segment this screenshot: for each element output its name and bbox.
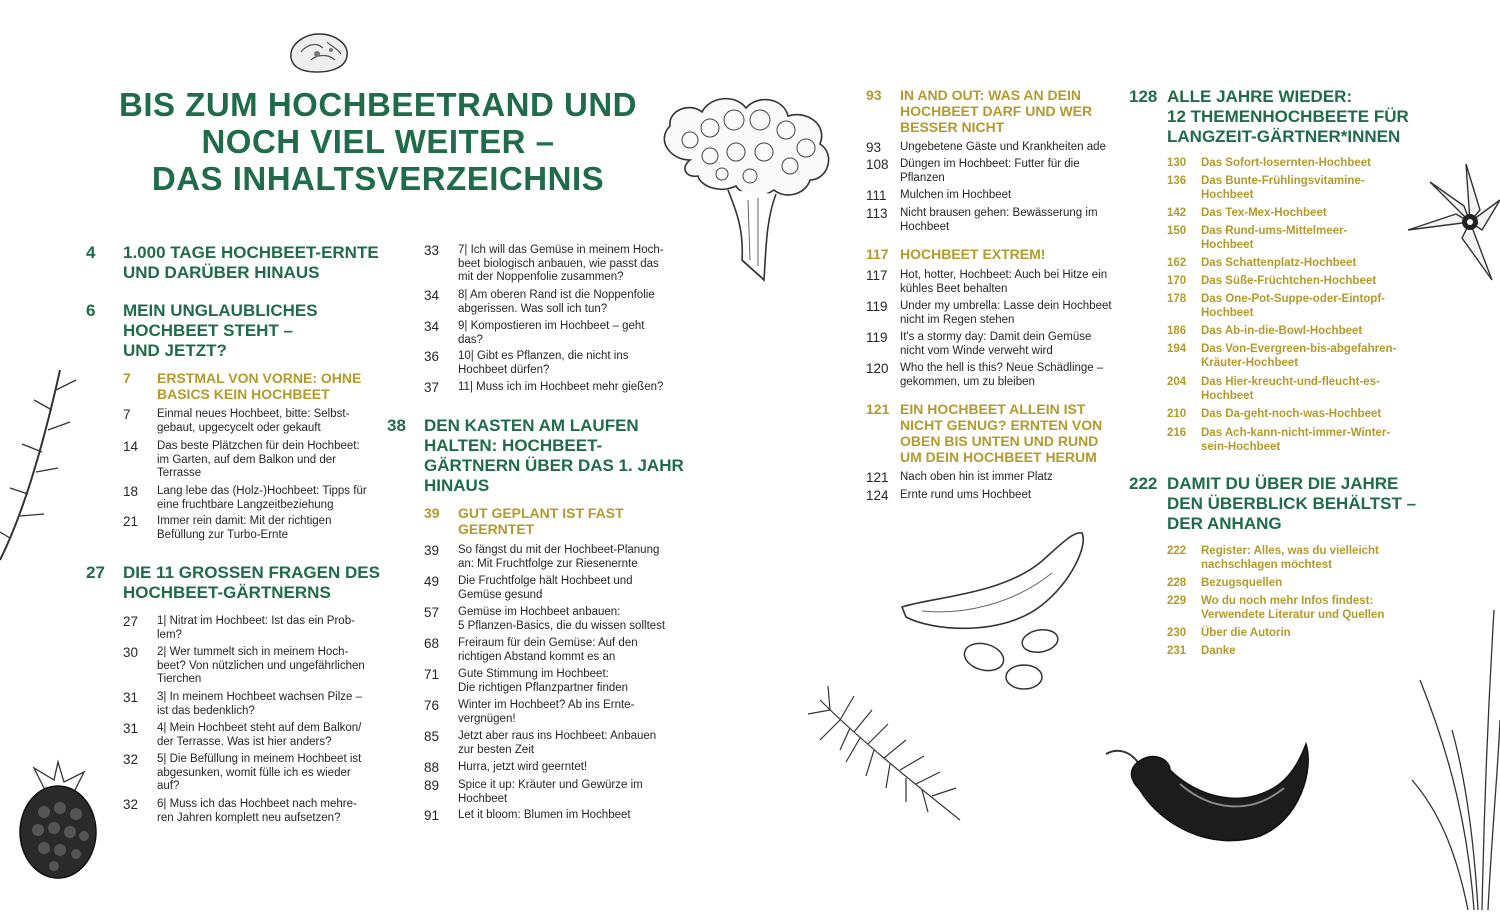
entry-text: Hurra, jetzt wird geerntet!	[458, 761, 588, 773]
toc-entry[interactable]	[123, 798, 357, 825]
entry-text: 5| Die Befüllung in meinem Hochbeet ist	[157, 753, 362, 765]
section-title: DEN KASTEN AM LAUFEN	[424, 416, 639, 435]
title-line: BIS ZUM HOCHBEETRAND UND	[119, 86, 637, 123]
subsection-title: IN AND OUT: WAS AN DEIN	[900, 87, 1081, 103]
entry-text: Hot, hotter, Hochbeet: Auch bei Hitze ein	[900, 269, 1108, 281]
toc-entry[interactable]	[866, 331, 1091, 358]
chili-pepper-icon	[1100, 740, 1315, 860]
toc-entry[interactable]	[424, 699, 634, 726]
entry-page-number: 27	[123, 614, 139, 629]
entry-text: It's a stormy day: Damit dein Gemüse	[900, 331, 1092, 343]
entry-page-number: 21	[123, 514, 139, 529]
entry-text: beet? Von nützlichen und ungefährlichen	[157, 659, 365, 672]
entry-text: Das Ach-kann-nicht-immer-Winter-	[1201, 427, 1391, 439]
entry-page-number: 31	[123, 690, 139, 705]
entry-text: Das Tex-Mex-Hochbeet	[1201, 207, 1327, 219]
toc-entry[interactable]	[1167, 324, 1362, 338]
entry-text: eine fruchtbare Langzeitbeziehung	[157, 498, 334, 511]
toc-entry[interactable]	[866, 471, 1053, 485]
entry-page-number: 49	[424, 574, 440, 589]
entry-page-number: 230	[1167, 627, 1187, 639]
entry-text: gekommen, um zu bleiben	[900, 375, 1035, 388]
entry-text: Nicht brausen gehen: Bewässerung im	[900, 207, 1098, 219]
toc-subsection[interactable]	[866, 401, 1102, 465]
bean-pod-icon	[892, 525, 1092, 700]
section-page-number: 38	[387, 416, 406, 435]
entry-text: Hochbeet dürfen?	[458, 363, 550, 376]
entry-text: Gemüse gesund	[458, 588, 543, 601]
toc-section[interactable]	[387, 416, 684, 496]
toc-entry[interactable]	[1167, 626, 1291, 640]
toc-entry[interactable]	[123, 440, 360, 481]
toc-entry[interactable]	[424, 244, 664, 285]
entry-text: das?	[458, 333, 483, 346]
walnut-icon	[287, 30, 351, 74]
entry-text: Hochbeet	[1201, 189, 1254, 201]
section-title: HOCHBEET STEHT –	[123, 321, 294, 340]
toc-entry[interactable]	[424, 761, 587, 775]
toc-entry[interactable]	[424, 575, 633, 602]
entry-page-number: 142	[1167, 207, 1187, 219]
entry-page-number: 32	[123, 752, 139, 767]
entry-page-number: 108	[866, 157, 889, 172]
entry-text: Tierchen	[157, 673, 202, 685]
entry-page-number: 162	[1167, 257, 1187, 269]
entry-text: Das beste Plätzchen für dein Hochbeet:	[157, 440, 360, 452]
entry-text: nicht im Regen stehen	[900, 313, 1015, 326]
entry-text: richtigen Abstand kommt es an	[458, 650, 616, 663]
entry-page-number: 170	[1167, 275, 1187, 287]
entry-page-number: 34	[424, 288, 440, 303]
entry-page-number: 117	[866, 268, 888, 283]
entry-page-number: 210	[1167, 408, 1187, 420]
toc-entry[interactable]	[1167, 544, 1379, 572]
toc-subsection[interactable]	[866, 87, 1092, 135]
subsection-title: NICHT GENUG? ERNTEN VON	[900, 417, 1103, 433]
section-page-number: 6	[86, 301, 96, 320]
toc-entry[interactable]	[1167, 156, 1371, 170]
toc-entry[interactable]	[866, 158, 1080, 185]
entry-text: im Garten, auf dem Balkon und der	[157, 453, 336, 466]
entry-page-number: 119	[866, 330, 888, 345]
section-title: DIE 11 GROSSEN FRAGEN DES	[123, 563, 380, 582]
entry-text: Hochbeet	[1201, 390, 1254, 402]
entry-text: Düngen im Hochbeet: Futter für die	[900, 158, 1080, 170]
entry-text: Das One-Pot-Suppe-oder-Eintopf-	[1201, 293, 1385, 305]
entry-page-number: 228	[1167, 577, 1187, 589]
entry-text: Das Ab-in-die-Bowl-Hochbeet	[1201, 325, 1363, 337]
entry-page-number: 113	[866, 206, 888, 221]
toc-entry[interactable]	[424, 544, 659, 571]
toc-section[interactable]	[1129, 474, 1416, 534]
entry-text: Das Sofort-losernten-Hochbeet	[1201, 157, 1371, 169]
entry-text: 11| Muss ich im Hochbeet mehr gießen?	[458, 381, 664, 393]
entry-text: nicht vom Winde verweht wird	[900, 344, 1053, 357]
toc-entry[interactable]	[123, 753, 361, 794]
section-title: MEIN UNGLAUBLICHES	[123, 301, 318, 320]
entry-page-number: 31	[123, 721, 139, 736]
entry-text: zur besten Zeit	[458, 743, 535, 756]
entry-text: Einmal neues Hochbeet, bitte: Selbst-	[157, 408, 350, 420]
entry-text: Gemüse im Hochbeet anbauen:	[458, 606, 621, 618]
entry-text: Let it bloom: Blumen im Hochbeet	[458, 809, 631, 821]
toc-entry[interactable]	[424, 350, 628, 377]
entry-page-number: 30	[123, 645, 139, 660]
toc-entry[interactable]	[866, 362, 1103, 389]
entry-page-number: 150	[1167, 225, 1187, 237]
entry-text: Freiraum für dein Gemüse: Auf den	[458, 637, 638, 649]
toc-entry[interactable]	[866, 141, 1106, 155]
entry-text: 2| Wer tummelt sich in meinem Hoch-	[157, 646, 349, 658]
rosemary-icon	[800, 680, 970, 830]
entry-page-number: 130	[1167, 157, 1187, 169]
entry-page-number: 57	[424, 605, 440, 620]
subsection-title: HOCHBEET EXTREM!	[900, 246, 1046, 262]
toc-entry[interactable]	[1167, 576, 1282, 590]
entry-page-number: 85	[424, 729, 440, 744]
entry-text: Das Von-Evergreen-bis-abgefahren-	[1201, 343, 1397, 355]
entry-text: Hochbeet	[1201, 239, 1254, 251]
entry-text: Jetzt aber raus ins Hochbeet: Anbauen	[458, 730, 657, 742]
entry-page-number: 39	[424, 543, 440, 558]
entry-text: Die richtigen Pflanzpartner finden	[458, 681, 629, 694]
section-title: 1.000 TAGE HOCHBEET-ERNTE	[123, 243, 379, 262]
entry-text: Ungebetene Gäste und Krankheiten ade	[900, 141, 1106, 153]
subsection-title: EIN HOCHBEET ALLEIN IST	[900, 401, 1086, 417]
entry-page-number: 222	[1167, 545, 1187, 557]
section-title: ALLE JAHRE WIEDER:	[1167, 87, 1353, 106]
chives-icon	[1412, 610, 1500, 919]
toc-entry[interactable]	[866, 189, 1011, 203]
entry-text: gebaut, upgecycelt oder gekauft	[157, 421, 321, 434]
subsection-title: GEERNTET	[458, 521, 535, 537]
entry-text: Pflanzen	[900, 171, 945, 184]
section-title: GÄRTNERN ÜBER DAS 1. JAHR	[424, 456, 684, 475]
subsection-page-number: 7	[123, 370, 131, 386]
section-title: 12 THEMENHOCHBEETE FÜR	[1167, 107, 1409, 126]
entry-text: der Terrasse. Was ist hier anders?	[157, 735, 332, 748]
entry-text: Who the hell is this? Neue Schädlinge –	[900, 362, 1104, 374]
entry-text: Das Bunte-Frühlingsvitamine-	[1201, 175, 1365, 187]
toc-entry[interactable]	[424, 381, 663, 395]
entry-text: Nach oben hin ist immer Platz	[900, 471, 1053, 483]
toc-entry[interactable]	[1167, 644, 1236, 658]
entry-page-number: 121	[866, 470, 889, 485]
toc-entry[interactable]	[1167, 594, 1384, 622]
entry-text: Die Fruchtfolge hält Hochbeet und	[458, 575, 633, 587]
entry-page-number: 120	[866, 361, 889, 376]
toc-entry[interactable]	[424, 289, 655, 316]
entry-text: Under my umbrella: Lasse dein Hochbeet	[900, 300, 1112, 312]
entry-text: Das Süße-Früchtchen-Hochbeet	[1201, 275, 1377, 287]
section-title: UND JETZT?	[123, 341, 227, 360]
toc-entry[interactable]	[1167, 426, 1390, 454]
entry-text: kühles Beet behalten	[900, 282, 1008, 295]
toc-section[interactable]	[1129, 87, 1409, 147]
entry-text: Über die Autorin	[1201, 627, 1291, 639]
section-title: DEN ÜBERBLICK BEHÄLTST –	[1167, 494, 1417, 513]
entry-page-number: 111	[866, 188, 887, 203]
toc-entry[interactable]	[123, 485, 367, 512]
entry-text: Ernte rund ums Hochbeet	[900, 489, 1032, 501]
entry-page-number: 71	[424, 667, 440, 682]
subsection-page-number: 93	[866, 87, 882, 103]
section-page-number: 27	[86, 563, 105, 582]
subsection-title: HOCHBEET DARF UND WER	[900, 103, 1093, 119]
section-title: LANGZEIT-GÄRTNER*INNEN	[1167, 127, 1401, 146]
entry-page-number: 89	[424, 778, 440, 793]
entry-page-number: 18	[123, 484, 139, 499]
entry-text: nachschlagen möchtest	[1201, 559, 1333, 571]
subsection-title: UM DEIN HOCHBEET HERUM	[900, 449, 1097, 465]
entry-page-number: 7	[123, 407, 131, 422]
toc-entry[interactable]	[1167, 224, 1347, 252]
entry-text: abgesunken, womit fülle ich es wieder	[157, 766, 351, 779]
toc-entry[interactable]	[1167, 407, 1381, 421]
entry-text: 6| Muss ich das Hochbeet nach mehre-	[157, 798, 357, 810]
section-title: HINAUS	[424, 476, 490, 495]
entry-text: Terrasse	[157, 467, 202, 479]
entry-text: Wo du noch mehr Infos findest:	[1201, 595, 1374, 607]
entry-text: Mulchen im Hochbeet	[900, 189, 1012, 201]
entry-text: Das Schattenplatz-Hochbeet	[1201, 257, 1357, 269]
toc-subsection[interactable]	[424, 505, 624, 537]
toc-entry[interactable]	[1167, 342, 1396, 370]
toc-entry[interactable]	[123, 615, 355, 642]
entry-page-number: 119	[866, 299, 888, 314]
subsection-title: OBEN BIS UNTEN UND RUND	[900, 433, 1099, 449]
entry-text: 3| In meinem Hochbeet wachsen Pilze –	[157, 691, 362, 703]
entry-page-number: 231	[1167, 645, 1187, 657]
toc-entry[interactable]	[1167, 274, 1376, 288]
entry-text: 9| Kompostieren im Hochbeet – geht	[458, 320, 645, 332]
toc-entry[interactable]	[123, 408, 349, 435]
entry-text: Befüllung zur Turbo-Ernte	[157, 528, 289, 541]
entry-text: 5 Pflanzen-Basics, die du wissen solltest	[458, 619, 666, 632]
entry-page-number: 34	[424, 319, 440, 334]
toc-entry[interactable]	[424, 637, 638, 664]
toc-entry[interactable]	[866, 300, 1112, 327]
borage-flower-icon	[1400, 160, 1500, 285]
toc-subsection[interactable]	[123, 370, 361, 402]
subsection-title: ERSTMAL VON VORNE: OHNE	[157, 370, 362, 386]
entry-text: Register: Alles, was du vielleicht	[1201, 545, 1379, 557]
entry-text: Bezugsquellen	[1201, 577, 1283, 589]
entry-text: Kräuter-Hochbeet	[1201, 357, 1299, 369]
entry-text: Hochbeet	[1201, 307, 1254, 319]
entry-text: mit der Noppenfolie zusammen?	[458, 271, 624, 283]
entry-text: Winter im Hochbeet? Ab ins Ernte-	[458, 699, 635, 711]
entry-text: Danke	[1201, 645, 1236, 657]
entry-text: Das Hier-kreucht-und-fleucht-es-	[1201, 376, 1380, 388]
toc-entry[interactable]	[866, 489, 1031, 503]
entry-page-number: 14	[123, 439, 139, 454]
section-page-number: 222	[1129, 474, 1158, 493]
toc-entry[interactable]	[123, 691, 362, 718]
entry-page-number: 229	[1167, 595, 1187, 607]
entry-page-number: 36	[424, 349, 440, 364]
entry-page-number: 216	[1167, 427, 1187, 439]
subsection-title: BASICS KEIN HOCHBEET	[157, 386, 330, 402]
toc-entry[interactable]	[866, 207, 1098, 234]
entry-page-number: 194	[1167, 343, 1187, 355]
entry-text: Hochbeet	[900, 220, 950, 233]
entry-text: 7| Ich will das Gemüse in meinem Hoch-	[458, 244, 664, 256]
section-title: HOCHBEET-GÄRTNERNS	[123, 583, 331, 602]
toc-section[interactable]	[86, 301, 318, 361]
toc-section[interactable]	[86, 243, 379, 283]
entry-page-number: 178	[1167, 293, 1187, 305]
subsection-page-number: 117	[866, 246, 889, 262]
toc-entry[interactable]	[123, 722, 361, 749]
toc-entry[interactable]	[123, 515, 331, 542]
entry-page-number: 124	[866, 488, 889, 503]
toc-entry[interactable]	[424, 809, 631, 823]
entry-text: Das Da-geht-noch-was-Hochbeet	[1201, 408, 1382, 420]
entry-text: auf?	[157, 780, 180, 792]
entry-text: So fängst du mit der Hochbeet-Planung	[458, 544, 660, 556]
herb-twig-icon	[0, 360, 90, 570]
toc-entry[interactable]	[1167, 206, 1327, 220]
entry-text: an: Mit Fruchtfolge zur Riesenernte	[458, 557, 638, 570]
toc-entry[interactable]	[1167, 375, 1380, 403]
entry-page-number: 37	[424, 380, 440, 395]
entry-text: lem?	[157, 628, 182, 641]
broccoli-icon	[650, 90, 850, 285]
entry-text: Verwendete Literatur und Quellen	[1201, 609, 1385, 621]
entry-page-number: 93	[866, 140, 882, 155]
entry-page-number: 204	[1167, 376, 1187, 388]
entry-text: beet biologisch anbauen, wie passt das	[458, 257, 659, 270]
toc-subsection[interactable]	[866, 246, 1045, 262]
entry-text: ist das bedenklich?	[157, 704, 255, 717]
title-line: DAS INHALTSVERZEICHNIS	[151, 160, 605, 197]
entry-page-number: 33	[424, 243, 440, 258]
subsection-page-number: 121	[866, 401, 890, 417]
entry-text: Lang lebe das (Holz-)Hochbeet: Tipps für	[157, 485, 367, 497]
entry-text: sein-Hochbeet	[1201, 441, 1281, 453]
toc-entry[interactable]	[1167, 174, 1365, 202]
subsection-title: BESSER NICHT	[900, 119, 1005, 135]
entry-page-number: 76	[424, 698, 440, 713]
entry-text: Hochbeet	[458, 792, 508, 805]
entry-text: 1| Nitrat im Hochbeet: Ist das ein Prob-	[157, 615, 355, 627]
entry-page-number: 186	[1167, 325, 1187, 337]
subsection-page-number: 39	[424, 505, 440, 521]
entry-text: Immer rein damit: Mit der richtigen	[157, 515, 332, 527]
toc-entry[interactable]	[424, 606, 665, 633]
entry-text: vergnügen!	[458, 712, 516, 725]
section-title: DER ANHANG	[1167, 514, 1282, 533]
toc-entry[interactable]	[123, 646, 365, 687]
page-title	[118, 86, 638, 197]
entry-page-number: 32	[123, 797, 139, 812]
section-title: DAMIT DU ÜBER DIE JAHRE	[1167, 474, 1399, 493]
title-line: NOCH VIEL WEITER –	[201, 123, 555, 160]
entry-text: Gute Stimmung im Hochbeet:	[458, 668, 609, 680]
entry-text: 10| Gibt es Pflanzen, die nicht ins	[458, 350, 629, 362]
entry-text: 8| Am oberen Rand ist die Noppenfolie	[458, 289, 655, 301]
entry-text: Spice it up: Kräuter und Gewürze im	[458, 779, 643, 791]
toc-entry[interactable]	[424, 668, 628, 695]
section-page-number: 128	[1129, 87, 1158, 106]
entry-page-number: 88	[424, 760, 440, 775]
subsection-title: GUT GEPLANT IST FAST	[458, 505, 624, 521]
toc-entry[interactable]	[1167, 256, 1356, 270]
entry-text: Das Rund-ums-Mittelmeer-	[1201, 225, 1348, 237]
section-title: HALTEN: HOCHBEET-	[424, 436, 603, 455]
section-page-number: 4	[86, 243, 96, 262]
entry-text: 4| Mein Hochbeet steht auf dem Balkon/	[157, 722, 362, 734]
toc-entry[interactable]	[424, 320, 644, 347]
toc-section[interactable]	[86, 563, 380, 603]
entry-page-number: 91	[424, 808, 440, 823]
section-title: UND DARÜBER HINAUS	[123, 263, 320, 282]
entry-text: ren Jahren komplett neu aufsetzen?	[157, 811, 341, 824]
toc-entry[interactable]	[1167, 292, 1385, 320]
toc-entry[interactable]	[424, 730, 656, 757]
entry-page-number: 68	[424, 636, 440, 651]
toc-entry[interactable]	[424, 779, 643, 806]
blackberry-icon	[14, 762, 100, 882]
entry-text: abgerissen. Was soll ich tun?	[458, 302, 608, 315]
entry-page-number: 136	[1167, 175, 1187, 187]
toc-entry[interactable]	[866, 269, 1107, 296]
